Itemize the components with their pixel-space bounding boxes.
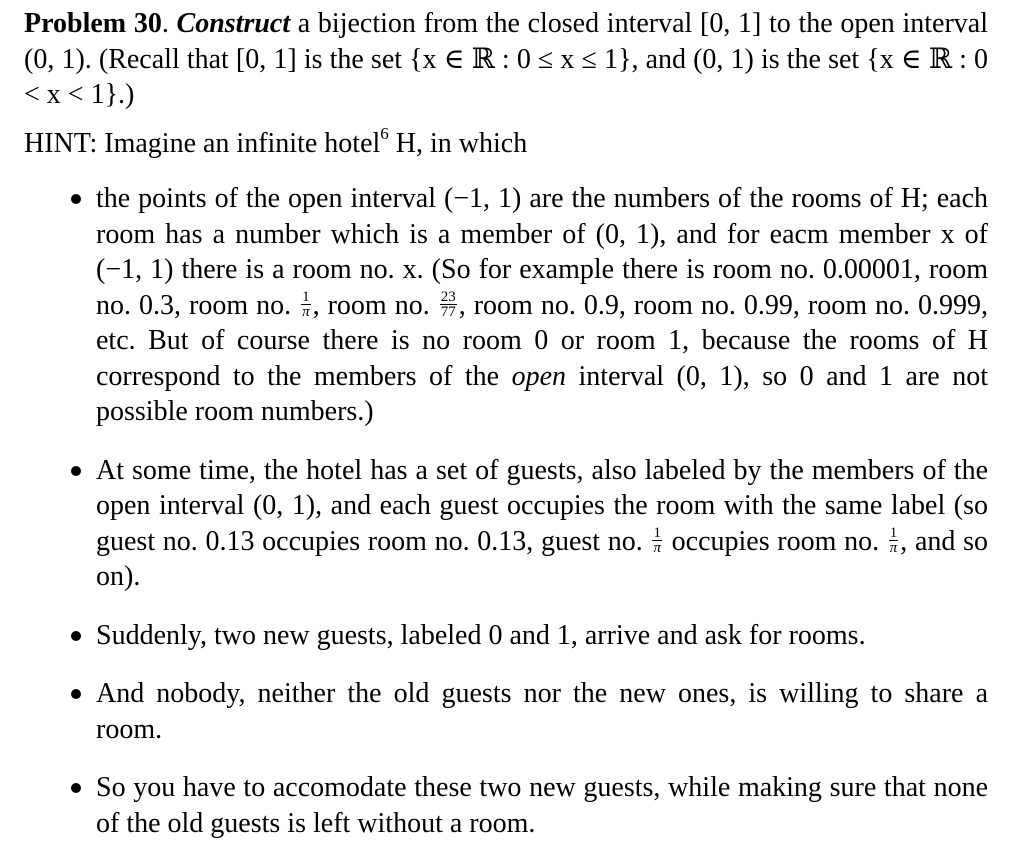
hint-bullet-list: [24, 181, 988, 841]
bullet-dot-icon: [71, 689, 81, 699]
problem-label: Problem 30: [24, 8, 162, 39]
bullet-item-guests: [24, 453, 988, 595]
bullet-text: interval (0, 1), so 0 and 1 are not possible room numbers.): [96, 360, 988, 427]
fraction-23-over-77: [440, 290, 457, 319]
fraction-numerator: 1: [889, 524, 898, 541]
bullet-text: , room no.: [312, 289, 438, 321]
fraction-denominator: π: [889, 539, 898, 556]
footnote-marker[interactable]: 6: [380, 123, 389, 143]
bullet-item-accommodate: [24, 770, 988, 841]
bullet-text: Suddenly, two new guests, labeled 0 and 1, arrive and ask for rooms.: [96, 619, 866, 651]
fraction-denominator: π: [653, 539, 661, 556]
bullet-dot-icon: [71, 194, 81, 204]
fraction-one-over-pi: [301, 290, 311, 319]
emphasis-open: open: [511, 360, 567, 392]
bullet-dot-icon: [71, 783, 81, 793]
fraction-numerator: 1: [653, 524, 661, 541]
problem-verb: Construct: [176, 8, 291, 39]
fraction-one-over-pi: [652, 526, 662, 555]
problem-label-punct: .: [161, 8, 177, 39]
hint-paragraph: [24, 123, 988, 162]
problem-statement: [24, 6, 988, 113]
bullet-text: the points of the open interval (−1, 1) are the numbers of the rooms of H; each room has a number which is a member of (0, 1), and for eacm member x of (−1, 1) there is a room no. x. (So for example there is room no. 0.00001, room no. 0.3, room no.: [96, 183, 988, 321]
fraction-one-over-pi: [889, 526, 899, 555]
bullet-text: , and so on).: [96, 525, 988, 592]
bullet-item-rooms: [24, 181, 988, 430]
bullet-item-new-guests: [24, 618, 988, 654]
fraction-denominator: 77: [440, 303, 456, 320]
fraction-numerator: 23: [440, 288, 456, 305]
bullet-dot-icon: [71, 631, 81, 641]
bullet-item-no-sharing: [24, 676, 988, 747]
fraction-denominator: π: [302, 303, 310, 320]
bullet-text: At some time, the hotel has a set of guests, also labeled by the members of the open interval (0, 1), and each guest occupies the room with the same label (so guest no. 0.13 occupies room no. 0.13, guest no.: [96, 454, 988, 557]
hint-text-end: H, in which: [388, 127, 528, 159]
hint-text: HINT: Imagine an infinite hotel: [24, 127, 381, 159]
problem-text: a bijection from the closed interval [0, 1] to the open interval (0, 1). (Recall that [0, 1] is the set {x ∈ ℝ : 0 ≤ x ≤ 1}, and (0, 1) is the set {x ∈ ℝ : 0 < x < 1}.): [24, 8, 988, 110]
fraction-numerator: 1: [302, 288, 310, 305]
bullet-dot-icon: [71, 466, 81, 476]
bullet-text: So you have to accomodate these two new guests, while making sure that none of the old guests is left without a room.: [96, 772, 988, 839]
bullet-text: occupies room no.: [663, 525, 887, 557]
bullet-text: , room no. 0.9, room no. 0.99, room no. 0.999, etc. But of course there is no room 0 or room 1, because the rooms of H correspond to the members of the: [96, 289, 989, 392]
bullet-text: And nobody, neither the old guests nor the new ones, is willing to share a room.: [96, 678, 988, 745]
